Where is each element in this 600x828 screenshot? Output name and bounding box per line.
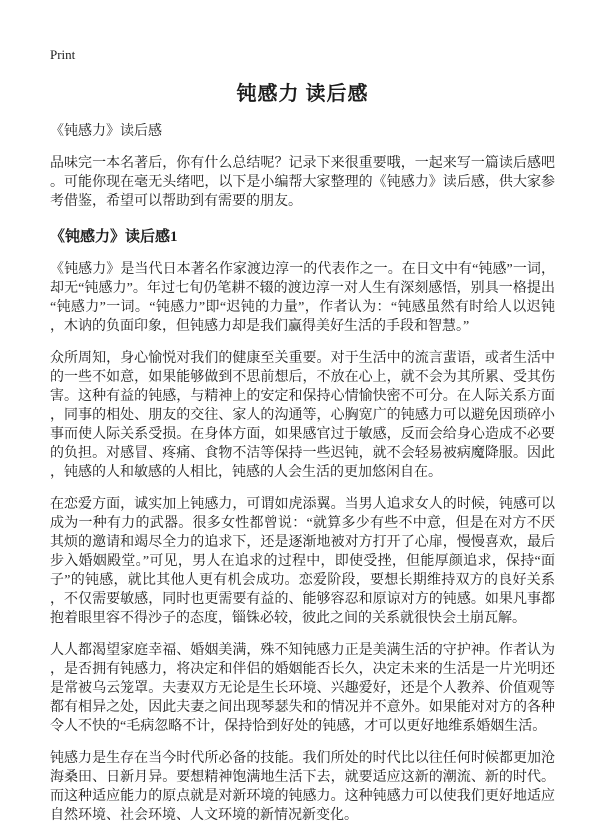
print-button[interactable]: Print [50, 47, 76, 62]
article-paragraph: 人人都渴望家庭幸福、婚姻美满，殊不知钝感力正是美满生活的守护神。作者认为，是否拥有钝感力，将决定和伴侣的婚姻能否长久，决定未来的生活是一片光明还是常被乌云笼罩。夫妻双方无论是生长环境、兴趣爱好，还是个人教养、价值观等都有相异之处，因此夫妻之间出现琴瑟失和的情况并不意外。如果能对对方的各种令人不快的“毛病忽略不计，保持恰到好处的钝感，才可以更好地维系婚姻生活。 [50, 643, 555, 734]
article-paragraph: 钝感力是生存在当今时代所必备的技能。我们所处的时代比以往任何时候都更加沧海桑田、日新月异。要想精神饱满地生活下去，就要适应这新的潮流、新的时代。而这种适应能力的原点就是对新环境的钝感力。这种钝感力可以使我们更好地适应自然环境、社会环境、人文环境的新情况新变化。 [50, 751, 555, 823]
intro-paragraph: 品味完一本名著后，你有什么总结呢？记录下来很重要哦，一起来写一篇读后感吧。可能你现在毫无头绪吧，以下是小编帮大家整理的《钝感力》读后感，供大家参考借鉴，希望可以帮助到有需要的朋友。 [50, 156, 555, 209]
article-paragraph: 在恋爱方面，诚实加上钝感力，可谓如虎添翼。当男人追求女人的时候，钝感可以成为一种有力的武器。很多女性都曾说：“就算多少有些不中意，但是在对方不厌其烦的邀请和竭尽全力的追求下，还是逐渐地被对方打开了心扉，慢慢喜欢，最后步入婚姻殿堂。”可见，男人在追求的过程中，即使受挫，但能厚颜追求，保持“面子”的钝感，就比其他人更有机会成功。恋爱阶段，要想长期维持双方的良好关系，不仅需要敏感，同时也更需要有益的、能够容忍和原谅对方的钝感。如果凡事都抱着眼里容不得沙子的态度，锱铢必较，彼此之间的关系就很快会土崩瓦解。 [50, 497, 555, 626]
article-subtitle: 《钝感力》读后感 [50, 124, 162, 139]
section-heading: 《钝感力》读后感1 [50, 229, 178, 245]
article-paragraph: 《钝感力》是当代日本著名作家渡边淳一的代表作之一。在日文中有“钝感”一词，却无“钝感力”。年过七旬仍笔耕不辍的渡边淳一对人生有深刻感悟，别具一格提出“钝感力”一词。“钝感力”即“迟钝的力量”，作者认为：“钝感虽然有时给人以迟钝，木讷的负面印象，但钝感力却是我们赢得美好生活的手段和智慧。” [50, 262, 555, 334]
article-paragraph: 众所周知，身心愉悦对我们的健康至关重要。对于生活中的流言蜚语，或者生活中的一些不如意，如果能够做到不思前想后，不放在心上，就不会为其所累、受其伤害。这种有益的钝感，与精神上的安定和保持心情愉快密不可分。在人际关系方面，同事的相处、朋友的交往、家人的沟通等，心胸宽广的钝感力可以避免因琐碎小事而使人际关系受损。在身体方面，如果感官过于敏感，反而会给身心造成不必要的负担。对感冒、疼痛、食物不洁等保持一些迟钝，就不会轻易被病魔降服。因此，钝感的人和敏感的人相比，钝感的人会生活的更加悠闲自在。 [50, 351, 555, 480]
page-title: 钝感力 读后感 [236, 83, 369, 105]
